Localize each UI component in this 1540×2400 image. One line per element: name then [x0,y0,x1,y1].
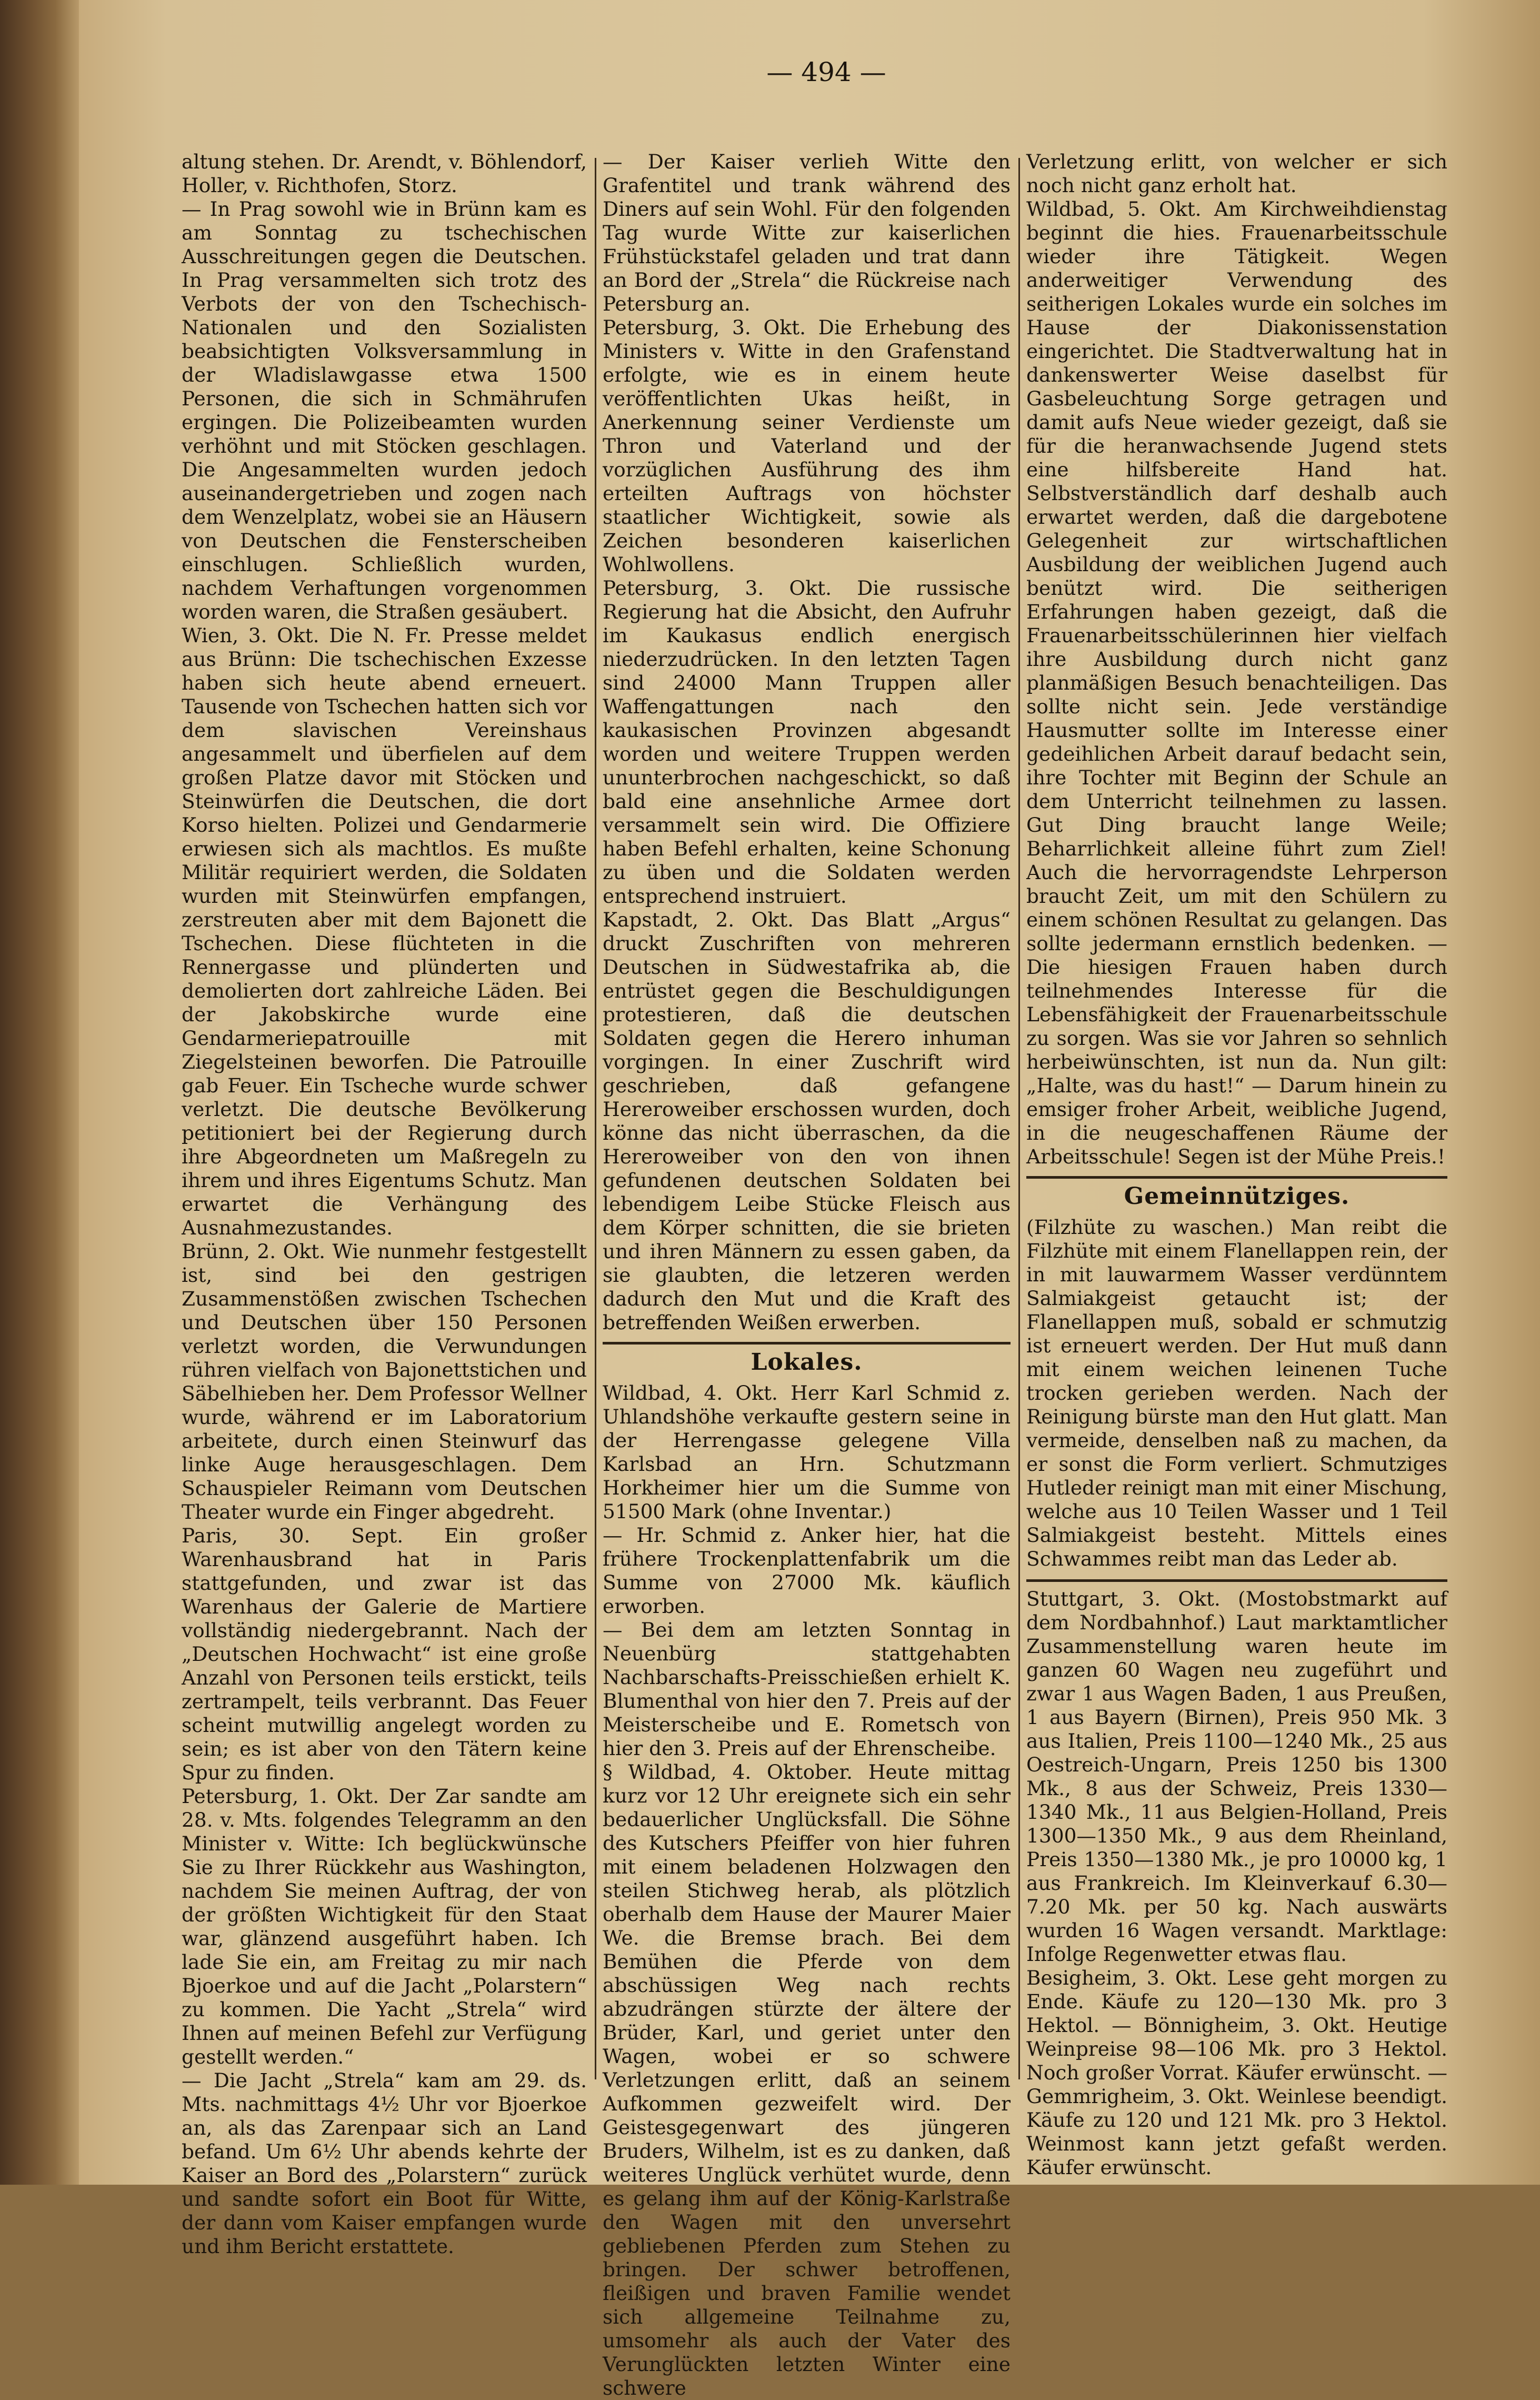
article-kapstadt: Kapstadt, 2. Okt. Das Blatt „Argus“ druckt Zuschriften von mehreren Deutschen in Südwestafrika ab, die entrüstet gegen die Beschuldigungen protestieren, daß die deutschen Soldaten gegen die Herero inhuman vorgingen. In einer Zuschrift wird geschrieben, daß gefangene Hereroweiber erschossen wurden, doch könne das nicht überraschen, da die Hereroweiber von den von ihnen gefundenen deutschen Soldaten bei lebendigem Leibe Stücke Fleisch aus dem Körper schnitten, die sie brieten und ihren Männern zu essen gaben, da sie glaubten, die letzeren werden dadurch den Mut und die Kraft des betreffenden Weißen erwerben. [603,908,1011,1334]
article-petersburg-kaukasus: Petersburg, 3. Okt. Die russische Regierung hat die Absicht, den Aufruhr im Kaukasus endlich energisch niederzudrücken. In den letzten Tagen sind 24000 Mann Truppen aller Waffengattungen nach den kaukasischen Provinzen abgesandt worden und weitere Truppen werden ununterbrochen nachgeschickt, so daß bald eine ansehnliche Armee dort versammelt sein wird. Die Offiziere haben Befehl erhalten, keine Schonung zu üben und die Soldaten werden entsprechend instruiert. [603,576,1011,908]
article-stuttgart-mostobstmarkt: Stuttgart, 3. Okt. (Mostobstmarkt auf dem Nordbahnhof.) Laut marktamtlicher Zusammenstellung waren heute im ganzen 60 Wagen neu zugeführt und zwar 1 aus Wagen Baden, 1 aus Preußen, 1 aus Bayern (Birnen), Preis 950 Mk. 3 aus Italien, Preis 1100—1240 Mk., 25 aus Oestreich-Ungarn, Preis 1250 bis 1300 Mk., 8 aus der Schweiz, Preis 1330—1340 Mk., 11 aus Belgien-Holland, Preis 1300—1350 Mk., 9 aus dem Rheinland, Preis 1350—1380 Mk., je pro 10000 kg, 1 aus Frankreich. Im Kleinverkauf 6.30—7.20 Mk. per 50 kg. Nach auswärts wurden 16 Wagen versandt. Marktlage: Infolge Regenwetter etwas flau. [1026,1587,1447,1966]
article-wien: Wien, 3. Okt. Die N. Fr. Presse meldet aus Brünn: Die tschechischen Exzesse haben sich heute abend erneuert. Tausende von Tschechen hatten sich vor dem slavischen Vereinshaus angesammelt und überfielen auf dem großen Platze davor mit Stöcken und Steinwürfen die Deutschen, die dort Korso hielten. Polizei und Gendarmerie erwiesen sich als machtlos. Es mußte Militär requiriert werden, die Soldaten wurden mit Steinwürfen empfangen, zerstreuten aber mit dem Bajonett die Tschechen. Diese flüchteten in die Rennergasse und plünderten und demolierten dort zahlreiche Läden. Bei der Jakobskirche wurde eine Gendarmeriepatrouille mit Ziegelsteinen beworfen. Die Patrouille gab Feuer. Ein Tscheche wurde schwer verletzt. Die deutsche Bevölkerung petitioniert bei der Regierung durch ihre Abgeordneten um Maßregeln zu ihrem und ihres Eigentums Schutz. Man erwartet die Verhängung des Ausnahmezustandes. [182,624,587,1239]
article-fragment: altung stehen. Dr. Arendt, v. Böhlendorf, Holler, v. Richthofen, Storz. [182,150,587,197]
section-divider [1026,1579,1447,1582]
column-rule-right [1018,158,1020,2079]
article-fragment-verletzung: Verletzung erlitt, von welcher er sich noch nicht ganz erholt hat. [1026,150,1447,197]
column-1 [182,150,587,2258]
article-paris: Paris, 30. Sept. Ein großer Warenhausbrand hat in Paris stattgefunden, und zwar ist das Warenhaus der Galerie de Martiere vollständig niedergebrannt. Nach der „Deutschen Hochwacht“ ist eine große Anzahl von Personen teils erstickt, teils zertrampelt, teils verbrannt. Das Feuer scheint mutwillig angelegt worden zu sein; es ist aber von den Tätern keine Spur zu finden. [182,1524,587,1784]
section-heading-lokales: Lokales. [751,1349,863,1376]
article-frauenarbeitsschule: Wildbad, 5. Okt. Am Kirchweihdienstag beginnt die hies. Frauenarbeitsschule wieder ihre Tätigkeit. Wegen anderweitiger Verwendung des seitherigen Lokales wurde ein solches im Hause der Diakonissenstation eingerichtet. Die Stadtverwaltung hat in dankenswerter Weise daselbst für Gasbeleuchtung Sorge getragen und damit aufs Neue wieder gezeigt, daß sie für die heranwachsende Jugend stets eine hilfsbereite Hand hat. Selbstverständlich darf deshalb auch erwartet werden, daß die dargebotene Gelegenheit zur wirtschaftlichen Ausbildung der weiblichen Jugend auch benützt wird. Die seitherigen Erfahrungen haben gezeigt, daß die Frauenarbeitsschülerinnen hier vielfach ihre Ausbildung durch nicht ganz planmäßigen Besuch benachteiligen. Das sollte nicht sein. Jede verständige Hausmutter sollte im Interesse einer gedeihlichen Arbeit darauf bedacht sein, ihre Tochter mit Beginn der Schule an dem Unterricht teilnehmen zu lassen. Gut Ding braucht lange Weile; Beharrlichkeit alleine führt zum Ziel! Auch die hervorragendste Lehrperson braucht Zeit, um mit den Schülern zu einem schönen Resultat zu gelangen. Das sollte jedermann ernstlich bedenken. — Die hiesigen Frauen haben durch teilnehmendes Interesse für die Lebensfähigkeit der Frauenarbeitsschule zu sorgen. Was sie vor Jahren so sehnlich herbeiwünschten, ist nun da. Nun gilt: „Halte, was du hast!“ — Darum hinein zu emsiger froher Arbeit, weibliche Jugend, in die neugeschaffenen Räume der Arbeitsschule! Segen ist der Mühe Preis.! [1026,197,1447,1168]
article-grafentitel: — Der Kaiser verlieh Witte den Grafentitel und trank während des Diners auf sein Wohl. Für den folgenden Tag wurde Witte zur kaiserlichen Frühstückstafel geladen und trat dann an Bord der „Strela“ die Rückreise nach Petersburg an. [603,150,1011,315]
column-2 [603,150,1011,2400]
article-jacht-strela: — Die Jacht „Strela“ kam am 29. ds. Mts. nachmittags 4½ Uhr vor Bjoerkoe an, als das Zarenpaar sich an Land befand. Um 6½ Uhr abends kehrte der Kaiser an Bord des „Polarstern“ zurück und sandte sofort ein Boot für Witte, der dann vom Kaiser empfangen wurde und ihm Bericht erstattete. [182,2069,587,2258]
article-weinmarkt: Besigheim, 3. Okt. Lese geht morgen zu Ende. Käufe zu 120—130 Mk. pro 3 Hektol. — Bönnigheim, 3. Okt. Heutige Weinpreise 98—106 Mk. pro 3 Hektol. Noch großer Vorrat. Käufer erwünscht. — Gemmrigheim, 3. Okt. Weinlese beendigt. Käufe zu 120 und 121 Mk. pro 3 Hektol. Weinmost kann jetzt gefaßt werden. Käufer erwünscht. [1026,1966,1447,2179]
article-petersburg-telegram: Petersburg, 1. Okt. Der Zar sandte am 28. v. Mts. folgendes Telegramm an den Minister v. Witte: Ich beglückwünsche Sie zu Ihrer Rückkehr aus Washington, nachdem Sie meinen Auftrag, der von der größten Wichtigkeit für den Staat war, glänzend ausgeführt haben. Ich lade Sie ein, am Freitag zu mir nach Bjoerkoe und auf die Jacht „Polarstern“ zu kommen. Die Yacht „Strela“ wird Ihnen auf meinen Befehl zur Verfügung gestellt werden.“ [182,1785,587,2068]
article-prag-bruenn: — In Prag sowohl wie in Brünn kam es am Sonntag zu tschechischen Ausschreitungen gegen die Deutschen. In Prag versammelten sich trotz des Verbots der von den Tschechisch-Nationalen und den Sozialisten beabsichtigten Volksversammlung in der Wladislawgasse etwa 1500 Personen, die sich in Schmährufen ergingen. Die Polizeibeamten wurden verhöhnt und mit Stöcken geschlagen. Die Angesammelten wurden jedoch auseinandergetrieben und zogen nach dem Wenzelplatz, wobei sie an Häusern von Deutschen die Fensterscheiben einschlugen. Schließlich wurden, nachdem Verhaftungen vorgenommen worden waren, die Straßen gesäubert. [182,197,587,623]
article-petersburg-witte: Petersburg, 3. Okt. Die Erhebung des Ministers v. Witte in den Grafenstand erfolgte, wie es in einem heute veröffentlichten Ukas heißt, in Anerkennung seiner Verdienste um Thron und Vaterland und der vorzüglichen Ausführung des ihm erteilten Auftrags von höchster staatlicher Wichtigkeit, sowie als Zeichen besonderen kaiserlichen Wohlwollens. [603,316,1011,576]
section-divider [603,1342,1011,1345]
section-heading-gemeinnuetziges: Gemeinnütziges. [1124,1183,1350,1210]
article-wildbad-villa: Wildbad, 4. Okt. Herr Karl Schmid z. Uhlandshöhe verkaufte gestern seine in der Herrengasse gelegene Villa Karlsbad an Hrn. Schutzmann Horkheimer hier um die Summe von 51500 Mark (ohne Inventar.) [603,1381,1011,1523]
article-preisschiessen: — Bei dem am letzten Sonntag in Neuenbürg stattgehabten Nachbarschafts-Preisschießen erhielt K. Blumenthal von hier den 7. Preis auf der Meisterscheibe und E. Rometsch von hier den 3. Preis auf der Ehrenscheibe. [603,1618,1011,1760]
section-divider [1026,1176,1447,1179]
article-schmid-anker: — Hr. Schmid z. Anker hier, hat die frühere Trockenplattenfabrik um die Summe von 27000 Mk. käuflich erworben. [603,1523,1011,1618]
book-binding [0,0,79,2185]
column-3 [1026,150,1447,2179]
column-rule-left [595,158,596,2079]
article-bruenn: Brünn, 2. Okt. Wie nunmehr festgestellt ist, sind bei den gestrigen Zusammenstößen zwischen Tschechen und Deutschen über 150 Personen verletzt worden, die Verwundungen rühren vielfach von Bajonettstichen und Säbelhieben her. Dem Professor Wellner wurde, während er im Laboratorium arbeitete, durch einen Steinwurf das linke Auge herausgeschlagen. Dem Schauspieler Reimann vom Deutschen Theater wurde ein Finger abgedreht. [182,1240,587,1523]
article-unglucksfall: § Wildbad, 4. Oktober. Heute mittag kurz vor 12 Uhr ereignete sich ein sehr bedauerlicher Unglücksfall. Die Söhne des Kutschers Pfeiffer von hier fuhren mit einem beladenen Holzwagen den steilen Stichweg herab, als plötzlich oberhalb dem Hause der Maurer Maier We. die Bremse brach. Bei dem Bemühen die Pferde von dem abschüssigen Weg nach rechts abzudrängen stürzte der ältere der Brüder, Karl, und geriet unter den Wagen, wobei er so schwere Verletzungen erlitt, daß an seinem Aufkommen gezweifelt wird. Der Geistesgegenwart des jüngeren Bruders, Wilhelm, ist es zu danken, daß weiteres Unglück verhütet wurde, denn es gelang ihm auf der König-Karlstraße den Wagen mit den unversehrt gebliebenen Pferden zum Stehen zu bringen. Der schwer betroffenen, fleißigen und braven Familie wendet sich allgemeine Teilnahme zu, umsomehr als auch der Vater des Verunglückten letzten Winter eine schwere [603,1760,1011,2399]
article-filzhuete: (Filzhüte zu waschen.) Man reibt die Filzhüte mit einem Flanellappen rein, der in mit lauwarmem Wasser verdünntem Salmiakgeist getaucht ist; der Flanellappen muß, sobald er schmutzig ist erneuert werden. Der Hut muß dann mit einem weichen leinenen Tuche trocken gerieben werden. Nach der Reinigung bürste man den Hut glatt. Man vermeide, denselben naß zu machen, da er sonst die Form verliert. Schmutziges Hutleder reinigt man mit einer Mischung, welche aus 10 Teilen Wasser und 1 Teil Salmiakgeist besteht. Mittels eines Schwammes reibt man das Leder ab. [1026,1216,1447,1570]
page-number: — 494 — [766,57,886,87]
